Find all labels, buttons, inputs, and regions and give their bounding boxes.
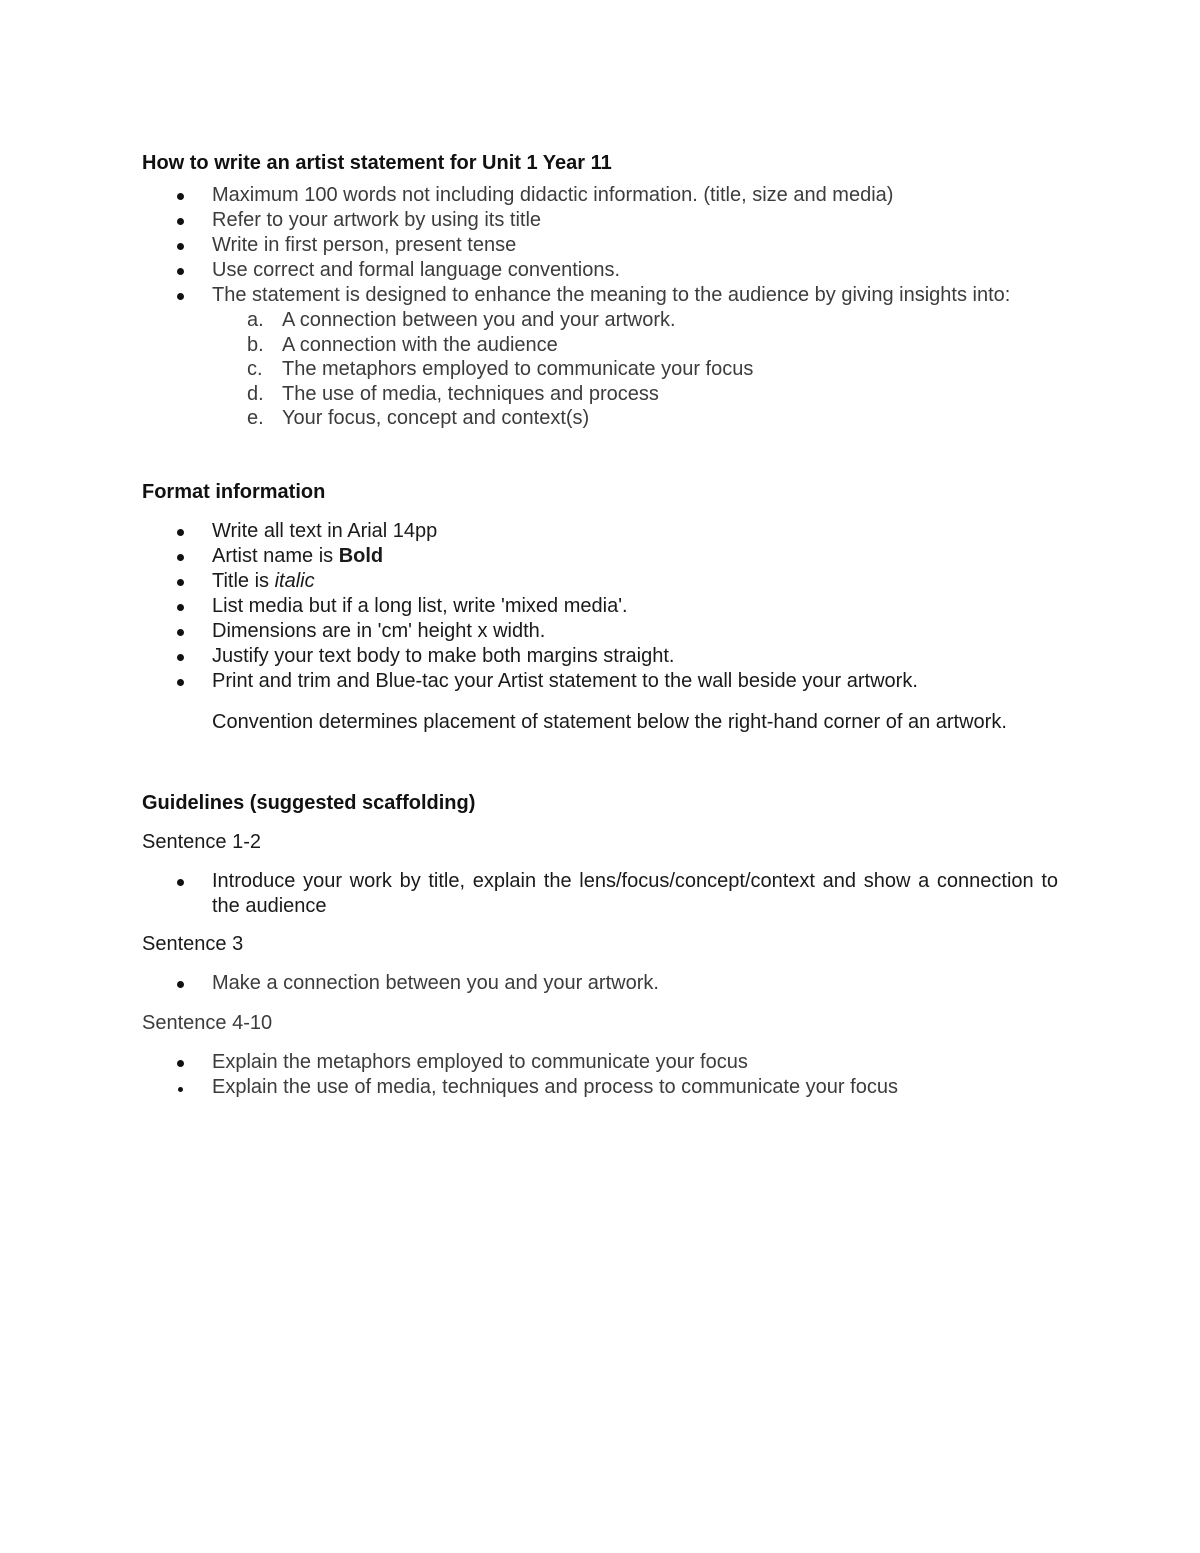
- list-item: Explain the use of media, techniques and process to communicate your focus: [142, 1075, 1058, 1100]
- section-heading-format-information: Format information: [142, 480, 326, 503]
- list-item: Print and trim and Blue-tac your Artist statement to the wall beside your artwork.: [142, 669, 1058, 694]
- bullet-icon: [177, 218, 184, 225]
- list-item: e. Your focus, concept and context(s): [247, 407, 590, 429]
- list-item: The statement is designed to enhance the meaning to the audience by giving insights into:: [142, 283, 1058, 308]
- sentence-4-10-bullet-list: [142, 1050, 1058, 1100]
- sentence-label-4-10: Sentence 4-10: [142, 1011, 273, 1034]
- insights-sub-list: [212, 308, 1058, 431]
- list-item: Justify your text body to make both margins straight.: [142, 644, 1058, 669]
- format-bullet-list: [142, 519, 1058, 694]
- bullet-icon: [177, 1060, 184, 1067]
- bullet-icon: [177, 529, 184, 536]
- sentence-label-3: Sentence 3: [142, 932, 244, 955]
- list-item: Title is italic: [142, 569, 1058, 594]
- list-item: Artist name is Bold: [142, 544, 1058, 569]
- bullet-icon: [177, 629, 184, 636]
- bullet-icon: [177, 293, 184, 300]
- bullet-icon: [177, 193, 184, 200]
- bullet-icon: [177, 981, 184, 988]
- section-heading-guidelines: Guidelines (suggested scaffolding): [142, 791, 476, 814]
- list-item: Introduce your work by title, explain the lens/focus/concept/context and show a connection to the audience: [142, 869, 1058, 919]
- list-item: c. The metaphors employed to communicate your focus: [247, 358, 754, 380]
- sentence-label-1-2: Sentence 1-2: [142, 830, 261, 853]
- document-content: [142, 150, 1058, 1100]
- list-item: Write all text in Arial 14pp: [142, 519, 1058, 544]
- bullet-icon: [177, 579, 184, 586]
- list-item: d. The use of media, techniques and process: [247, 382, 659, 405]
- bullet-icon: [177, 243, 184, 250]
- list-item: Use correct and formal language conventions.: [142, 258, 1058, 283]
- bullet-icon: [177, 654, 184, 661]
- list-item: List media but if a long list, write 'mixed media'.: [142, 594, 1058, 619]
- list-item: Refer to your artwork by using its title: [142, 208, 1058, 233]
- bullet-icon: [177, 554, 184, 561]
- list-item: Maximum 100 words not including didactic information. (title, size and media): [142, 183, 1058, 208]
- bullet-icon: [177, 604, 184, 611]
- bullet-icon: [177, 879, 184, 886]
- artist-statement-bullet-list: [142, 183, 1058, 308]
- bullet-icon: [177, 268, 184, 275]
- list-item: a. A connection between you and your artwork.: [247, 309, 676, 331]
- convention-note: Convention determines placement of statement below the right-hand corner of an artwork.: [212, 710, 1007, 733]
- list-item: Make a connection between you and your artwork.: [142, 971, 1058, 996]
- list-item: Dimensions are in 'cm' height x width.: [142, 619, 1058, 644]
- list-item: Write in first person, present tense: [142, 233, 1058, 258]
- bullet-icon: [178, 1087, 183, 1092]
- sentence-3-bullet-list: [142, 971, 1058, 996]
- list-item: b. A connection with the audience: [247, 333, 558, 356]
- bullet-icon: [177, 679, 184, 686]
- section-heading-artist-statement: How to write an artist statement for Unit 1 Year 11: [142, 152, 612, 174]
- list-item: Explain the metaphors employed to communicate your focus: [142, 1050, 1058, 1075]
- sentence-1-2-bullet-list: [142, 869, 1058, 919]
